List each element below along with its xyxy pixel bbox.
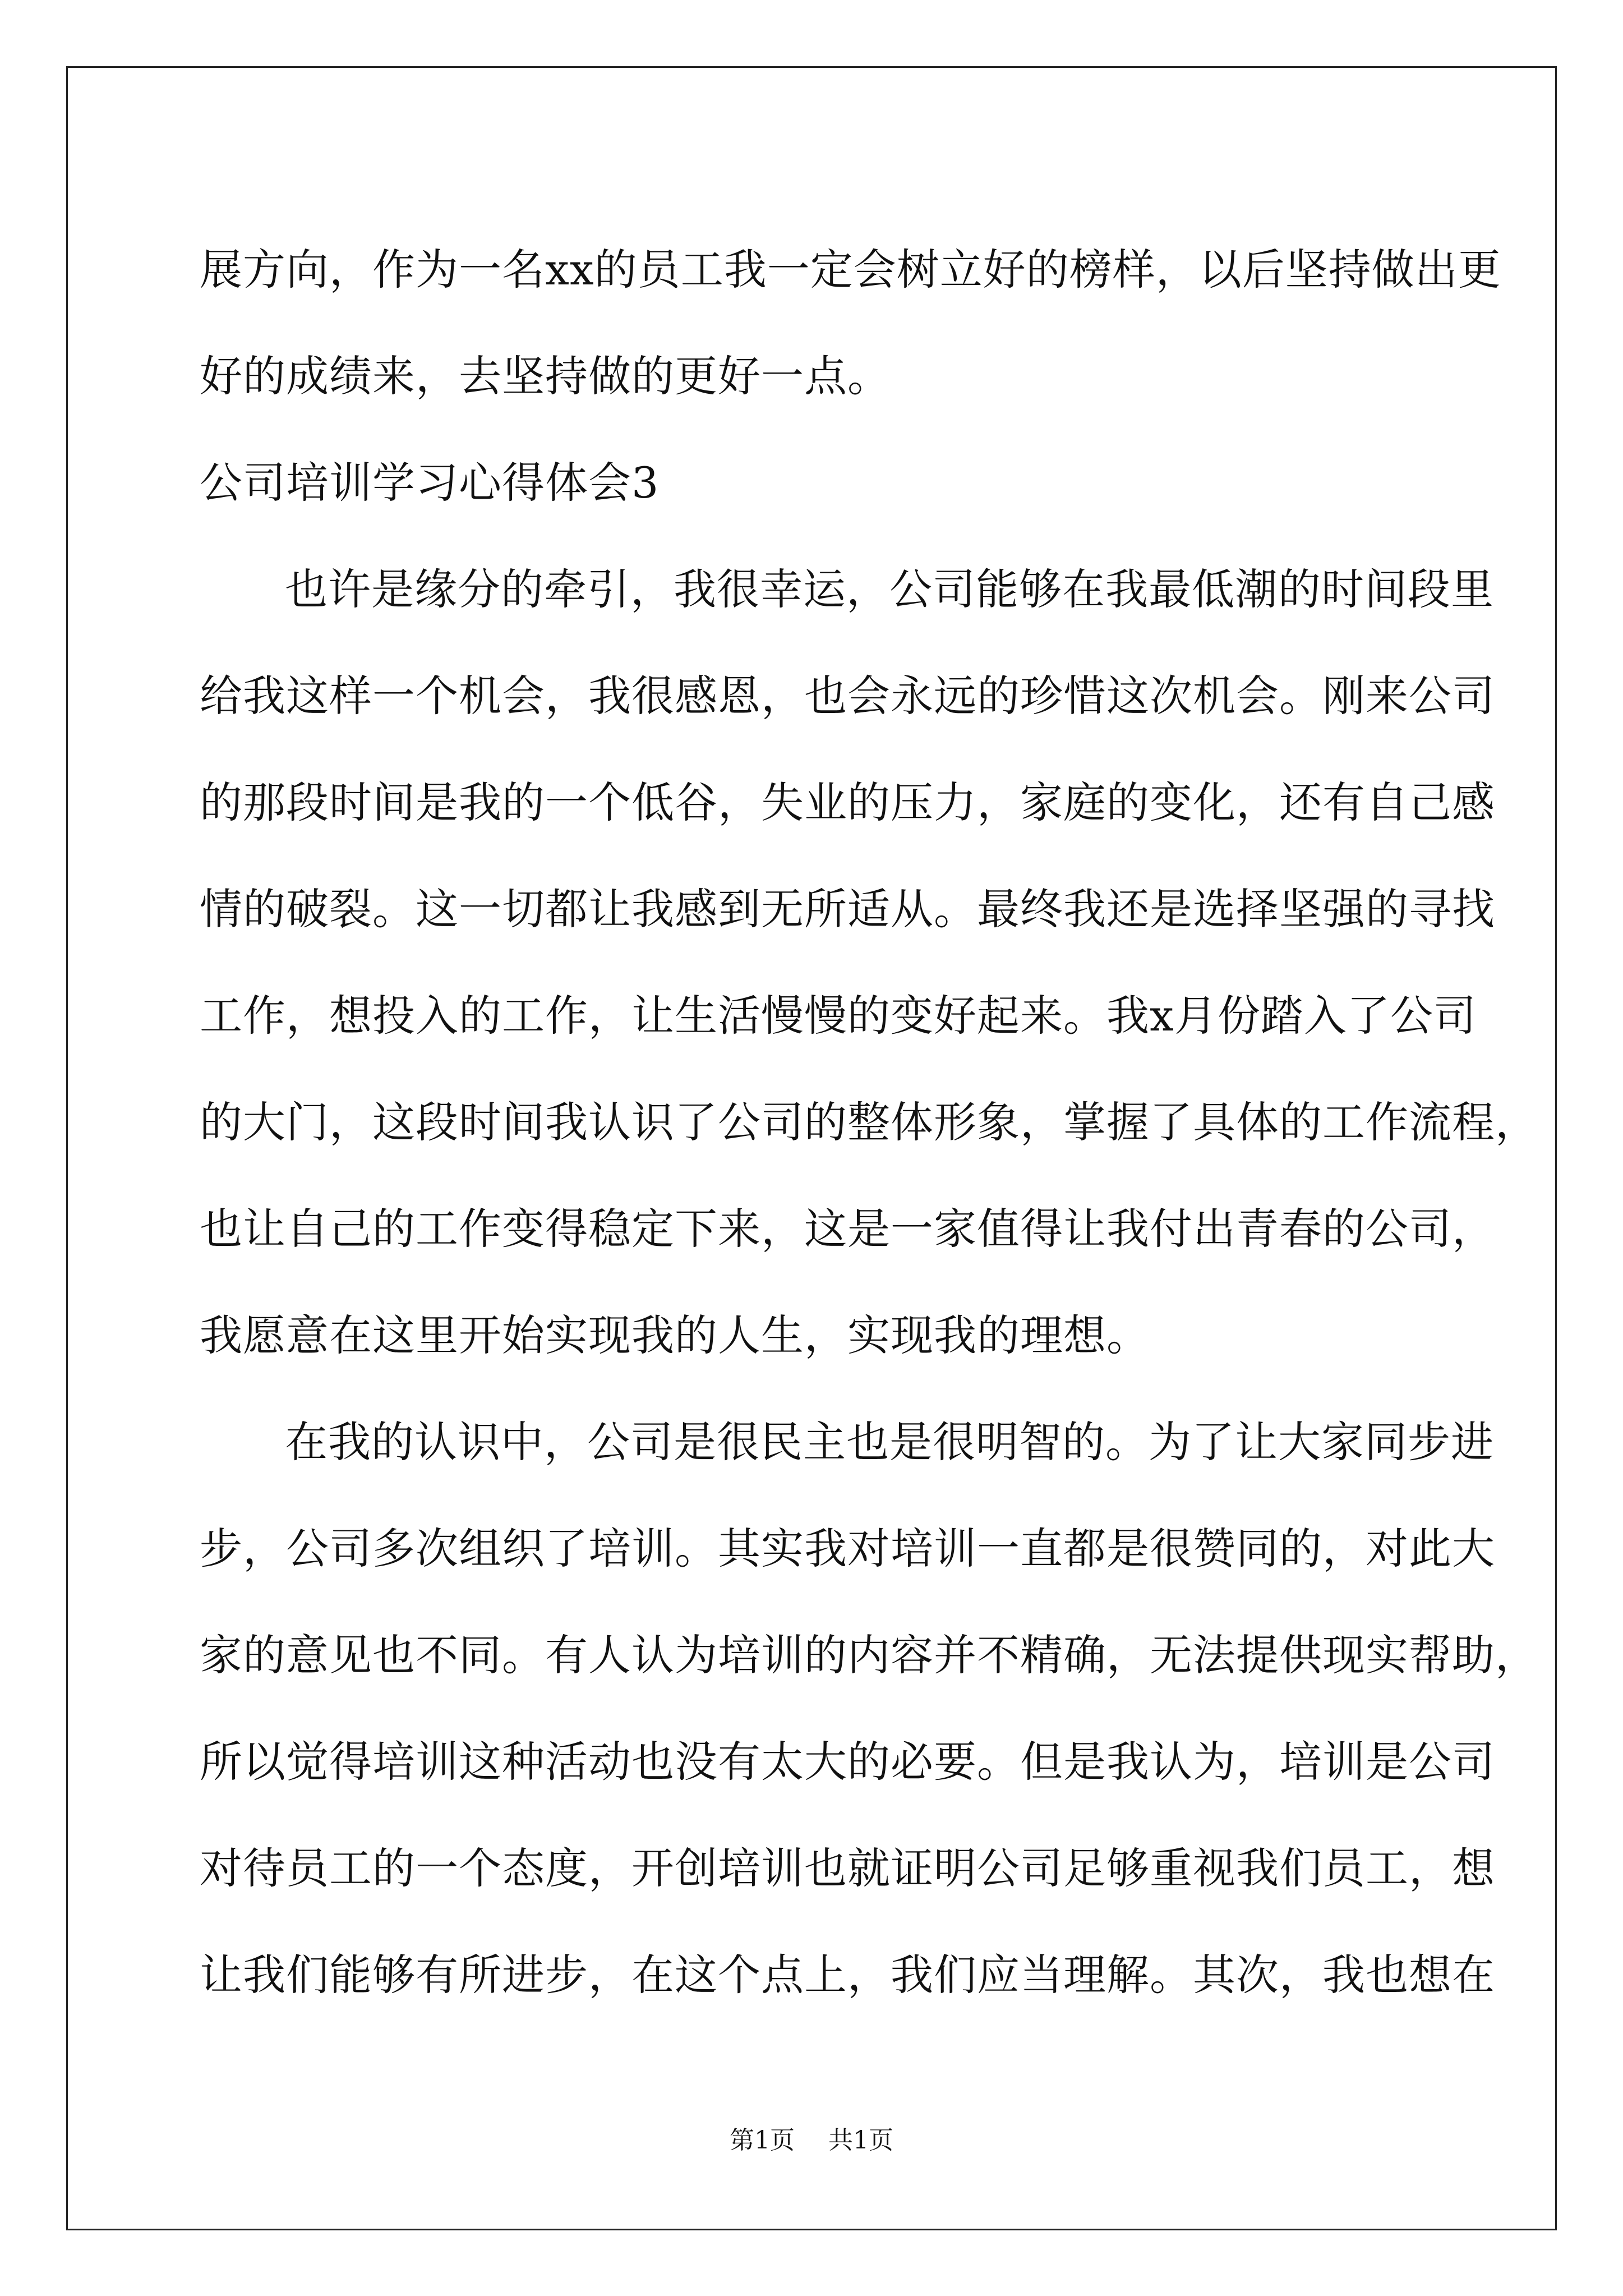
text-line: 的大门，这段时间我认识了公司的整体形象，掌握了具体的工作流程， <box>200 1097 1538 1147</box>
text-line: 家的意见也不同。有人认为培训的内容并不精确，无法提供现实帮助， <box>200 1630 1538 1680</box>
text-line: 也许是缘分的牵引，我很幸运，公司能够在我最低潮的时间段里 <box>285 564 1494 614</box>
text-line: 让我们能够有所进步，在这个点上，我们应当理解。其次，我也想在 <box>200 1950 1495 2000</box>
page-total: 共1页 <box>828 2126 893 2155</box>
text-line: 好的成绩来，去坚持做的更好一点。 <box>200 351 891 401</box>
page-number: 第1页 <box>730 2126 795 2155</box>
document-body <box>200 217 1538 2028</box>
text-line: 给我这样一个机会，我很感恩，也会永远的珍惜这次机会。刚来公司 <box>200 671 1495 721</box>
text-line: 在我的认识中，公司是很民主也是很明智的。为了让大家同步进 <box>285 1417 1494 1467</box>
section-heading: 公司培训学习心得体会3 <box>200 458 660 508</box>
text-line: 也让自己的工作变得稳定下来，这是一家值得让我付出青春的公司， <box>200 1204 1495 1254</box>
text-line: 对待员工的一个态度，开创培训也就证明公司足够重视我们员工，想 <box>200 1843 1495 1893</box>
text-line: 我愿意在这里开始实现我的人生，实现我的理想。 <box>200 1310 1150 1360</box>
text-line: 展方向，作为一名xx的员工我一定会树立好的榜样，以后坚持做出更 <box>200 245 1501 295</box>
text-line: 所以觉得培训这种活动也没有太大的必要。但是我认为，培训是公司 <box>200 1737 1495 1787</box>
text-line: 工作，想投入的工作，让生活慢慢的变好起来。我x月份踏入了公司 <box>200 991 1477 1041</box>
text-line: 情的破裂。这一切都让我感到无所适从。最终我还是选择坚强的寻找 <box>200 884 1495 934</box>
text-line: 步，公司多次组织了培训。其实我对培训一直都是很赞同的，对此大 <box>200 1524 1495 1573</box>
text-line: 的那段时间是我的一个低谷，失业的压力，家庭的变化，还有自己感 <box>200 777 1495 827</box>
page-footer <box>0 2124 1623 2157</box>
